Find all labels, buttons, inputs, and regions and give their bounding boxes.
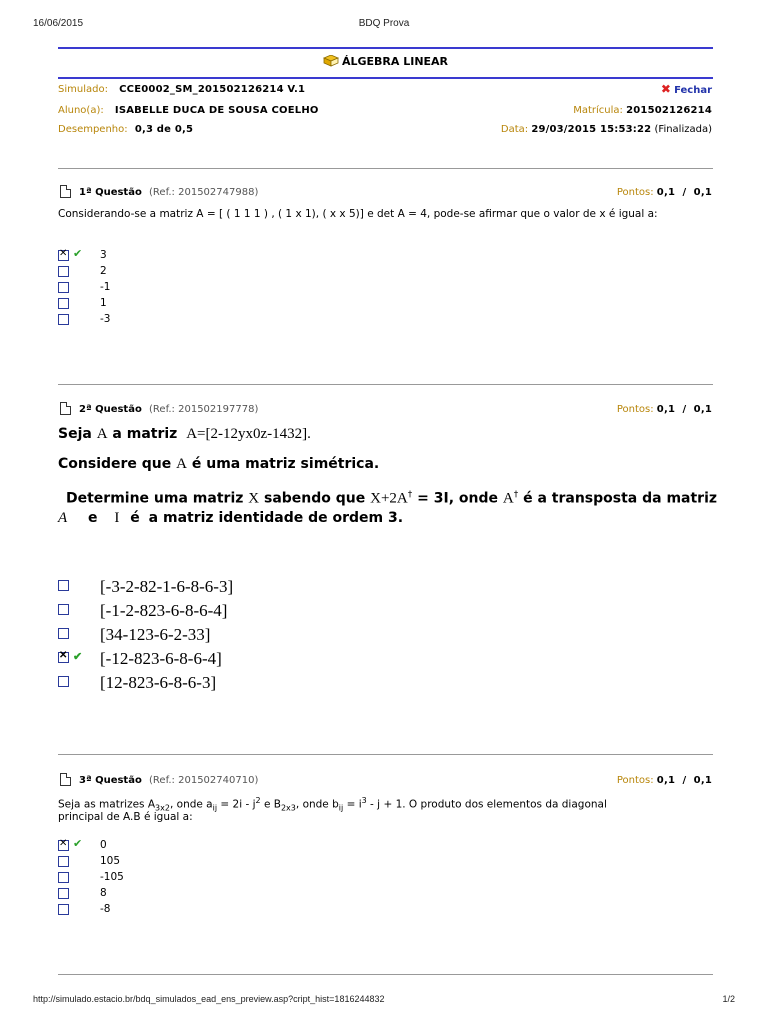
option[interactable] <box>58 649 358 673</box>
simulado-row <box>58 84 305 95</box>
text: a matriz identidade de ordem 3. <box>148 510 404 526</box>
check-icon: ✔ <box>73 247 83 260</box>
check-icon: ✔ <box>73 651 83 663</box>
option-label: 105 <box>100 855 121 867</box>
text: Seja <box>58 426 92 442</box>
page-title-text: ÁLGEBRA LINEAR <box>341 55 449 68</box>
text: e B <box>260 798 281 811</box>
checkbox[interactable] <box>58 676 69 687</box>
option[interactable] <box>58 297 258 313</box>
option-label: 2 <box>100 265 107 277</box>
divider <box>58 974 713 975</box>
page-icon <box>60 773 71 786</box>
print-url: http://simulado.estacio.br/bdq_simulados_ead_ens_preview.asp?cript_hist=1816244832 <box>33 994 385 1004</box>
option[interactable] <box>58 281 258 297</box>
checkbox[interactable] <box>58 580 69 591</box>
question-number: 1ª Questão <box>79 187 142 198</box>
points-label: Pontos: <box>616 404 654 415</box>
question-number: 2ª Questão <box>79 404 142 415</box>
math: = 3I <box>417 490 449 507</box>
desempenho-row <box>58 124 193 135</box>
text: Considere que <box>58 456 172 472</box>
points-label: Pontos: <box>616 187 654 198</box>
data-row <box>501 124 712 135</box>
checkbox[interactable] <box>58 298 69 309</box>
text: é a transposta da matriz <box>523 490 718 507</box>
page-title <box>58 55 713 68</box>
text: , onde <box>448 490 498 507</box>
subscript: ij <box>338 803 344 813</box>
option-label: [-3-2-82-1-6-8-6-3] <box>100 577 234 596</box>
option-label: -1 <box>100 281 111 293</box>
text: Seja as matrizes A <box>58 798 156 811</box>
option-label: [34-123-6-2-33] <box>100 625 211 644</box>
aluno-label: Aluno(a): <box>58 105 104 116</box>
option[interactable] <box>58 855 258 871</box>
math: I <box>114 510 120 526</box>
superscript: 3 <box>361 796 367 805</box>
text: é <box>130 510 140 526</box>
math: A <box>176 456 187 472</box>
question-3-points <box>617 775 712 786</box>
check-icon: ✔ <box>73 837 83 850</box>
option-label: 3 <box>100 249 107 261</box>
data-value: 29/03/2015 15:53:22 <box>531 124 652 135</box>
print-page: 1/2 <box>722 994 735 1004</box>
text: = 2i - j <box>217 798 256 811</box>
option[interactable] <box>58 871 258 887</box>
option-label: -3 <box>100 313 111 325</box>
question-1-points <box>617 187 712 198</box>
option[interactable] <box>58 673 358 697</box>
question-3-text-line-2: principal de A.B é igual a: <box>58 811 193 823</box>
question-2-header <box>60 402 258 415</box>
question-2-line-2 <box>58 456 379 473</box>
text: , onde a <box>169 798 213 811</box>
option[interactable] <box>58 839 258 855</box>
page-icon <box>60 185 71 198</box>
question-ref: (Ref.: 201502747988) <box>149 187 259 198</box>
text: a matriz <box>112 426 178 442</box>
divider <box>58 384 713 385</box>
math: A <box>58 510 68 526</box>
question-1-text: Considerando-se a matriz A = [ ( 1 1 1 ) , ( 1 x 1), ( x x 5)] e det A = 4, pode-se afirmar que o valor de x é igual a: <box>58 208 658 220</box>
subscript: 3x2 <box>155 803 170 813</box>
option[interactable] <box>58 903 258 919</box>
checkbox[interactable] <box>58 628 69 639</box>
checkbox-checked[interactable] <box>58 652 69 663</box>
question-3-options <box>58 839 258 919</box>
simulado-label: Simulado: <box>58 84 108 95</box>
option[interactable] <box>58 601 358 625</box>
option[interactable] <box>58 577 358 601</box>
aluno-value: ISABELLE DUCA DE SOUSA COELHO <box>114 105 319 116</box>
book-icon <box>323 55 339 67</box>
option-label: [-12-823-6-8-6-4] <box>100 649 222 668</box>
title-bar <box>58 47 713 79</box>
checkbox[interactable] <box>58 266 69 277</box>
math: A=[2-12yx0z-1432]. <box>186 426 311 442</box>
question-2-line-3 <box>66 490 717 508</box>
checkbox[interactable] <box>58 314 69 325</box>
math: A <box>502 490 514 507</box>
option-label: [-1-2-823-6-8-6-4] <box>100 601 228 620</box>
text: sabendo que <box>263 490 366 507</box>
subscript: ij <box>212 803 218 813</box>
option[interactable] <box>58 887 258 903</box>
text: Determine uma matriz <box>66 490 244 507</box>
dagger: † <box>513 490 519 500</box>
dagger: † <box>407 490 413 500</box>
checkbox[interactable] <box>58 604 69 615</box>
matricula-row <box>573 105 712 116</box>
points-label: Pontos: <box>616 775 654 786</box>
status-value: (Finalizada) <box>654 124 712 135</box>
option-label: 1 <box>100 297 107 309</box>
math: X <box>248 490 260 507</box>
option[interactable] <box>58 313 258 329</box>
question-2-options <box>58 577 358 697</box>
print-date: 16/06/2015 <box>33 18 84 29</box>
checkbox[interactable] <box>58 282 69 293</box>
text: e <box>88 510 98 526</box>
text: = i <box>343 798 362 811</box>
text: é uma matriz simétrica. <box>191 456 380 472</box>
text: - j + 1. O produto dos elementos da diagonal <box>366 798 607 811</box>
checkbox-checked[interactable] <box>58 250 69 261</box>
option-label: 8 <box>100 887 107 899</box>
superscript: 2 <box>255 796 261 805</box>
math: X+2A <box>370 490 408 507</box>
option-label: [12-823-6-8-6-3] <box>100 673 217 692</box>
checkbox[interactable] <box>58 904 69 915</box>
math: A <box>96 426 108 442</box>
question-2-line-1 <box>58 426 311 443</box>
close-icon: ✖ <box>660 82 671 96</box>
checkbox-checked[interactable] <box>58 840 69 851</box>
simulado-value: CCE0002_SM_201502126214 V.1 <box>119 84 306 95</box>
matricula-value: 201502126214 <box>626 105 712 116</box>
points-value: 0,1 / 0,1 <box>656 775 712 786</box>
divider <box>58 754 713 755</box>
option-label: -105 <box>100 871 124 883</box>
fechar-label: Fechar <box>674 85 712 96</box>
option-label: -8 <box>100 903 111 915</box>
question-ref: (Ref.: 201502740710) <box>149 775 259 786</box>
option-label: 0 <box>100 839 107 851</box>
option[interactable] <box>58 625 358 649</box>
points-value: 0,1 / 0,1 <box>656 404 712 415</box>
page-icon <box>60 402 71 415</box>
checkbox[interactable] <box>58 856 69 867</box>
desempenho-label: Desempenho: <box>58 124 128 135</box>
divider <box>58 168 713 169</box>
subscript: 2x3 <box>280 803 296 813</box>
question-1-header <box>60 185 258 198</box>
data-label: Data: <box>500 124 529 135</box>
question-ref: (Ref.: 201502197778) <box>149 404 259 415</box>
question-2-points <box>617 404 712 415</box>
checkbox[interactable] <box>58 872 69 883</box>
question-2-line-4 <box>58 510 403 527</box>
option[interactable] <box>58 249 258 265</box>
matricula-label: Matrícula: <box>573 105 623 116</box>
question-3-header <box>60 773 258 786</box>
question-number: 3ª Questão <box>79 775 142 786</box>
desempenho-value: 0,3 de 0,5 <box>134 124 194 135</box>
points-value: 0,1 / 0,1 <box>656 187 712 198</box>
option[interactable] <box>58 265 258 281</box>
aluno-row <box>58 105 319 116</box>
text: , onde b <box>295 798 339 811</box>
question-1-options <box>58 249 258 329</box>
print-title: BDQ Prova <box>358 18 410 29</box>
checkbox[interactable] <box>58 888 69 899</box>
fechar-button[interactable] <box>661 82 712 96</box>
